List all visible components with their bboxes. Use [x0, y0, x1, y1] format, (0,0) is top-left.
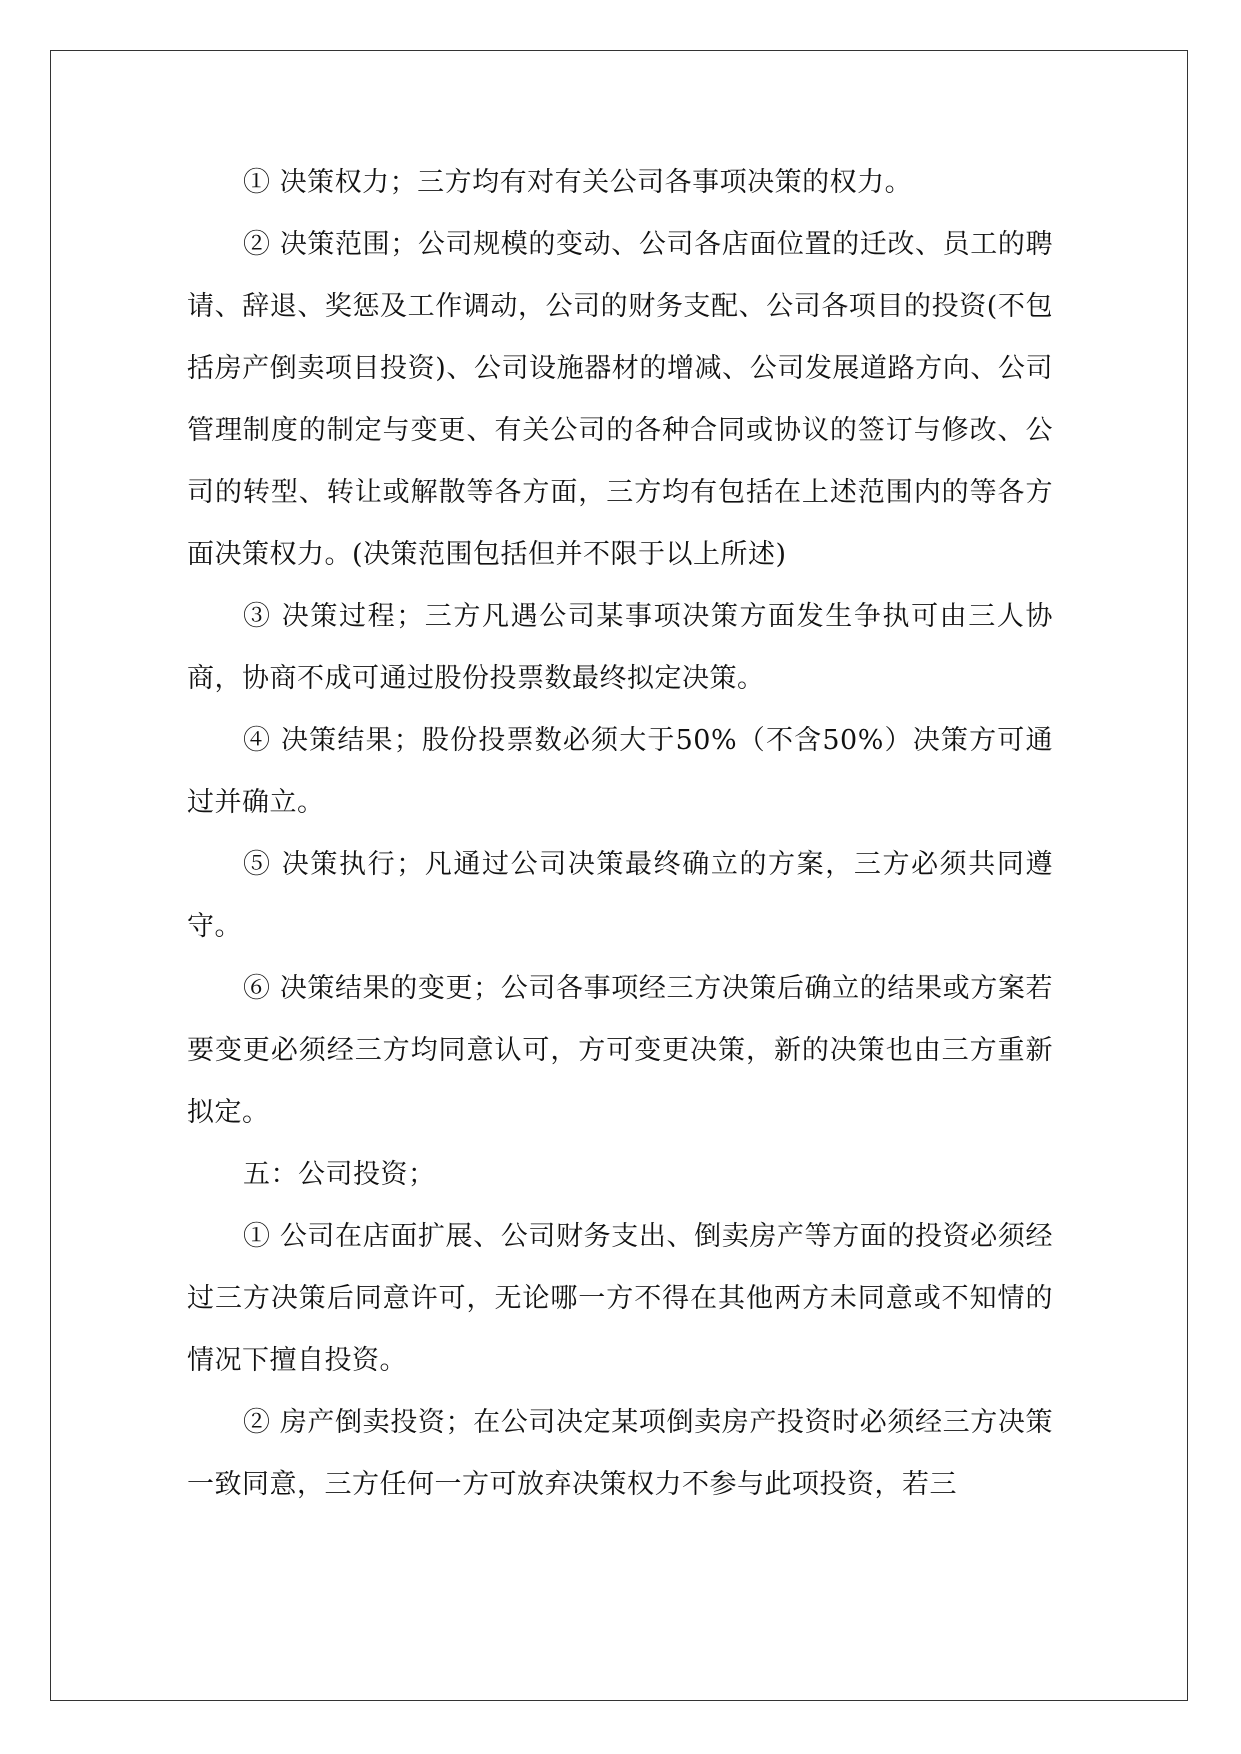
paragraph-investment-approval: ① 公司在店面扩展、公司财务支出、倒卖房产等方面的投资必须经过三方决策后同意许可，无论哪一方不得在其他两方未同意或不知情的情况下擅自投资。 — [187, 1221, 1053, 1376]
paragraph-decision-execution: ⑤ 决策执行；凡通过公司决策最终确立的方案，三方必须共同遵守。 — [187, 849, 1053, 942]
paragraph-decision-power: ① 决策权力；三方均有对有关公司各事项决策的权力。 — [243, 167, 913, 198]
document-body — [187, 152, 1053, 1516]
paragraph-decision-change: ⑥ 决策结果的变更；公司各事项经三方决策后确立的结果或方案若要变更必须经三方均同意认可，方可变更决策，新的决策也由三方重新拟定。 — [187, 973, 1053, 1128]
paragraph-decision-process: ③ 决策过程；三方凡遇公司某事项决策方面发生争执可由三人协商，协商不成可通过股份投票数最终拟定决策。 — [187, 601, 1053, 694]
paragraph-decision-scope: ② 决策范围；公司规模的变动、公司各店面位置的迁改、员工的聘请、辞退、奖惩及工作调动，公司的财务支配、公司各项目的投资(不包括房产倒卖项目投资)、公司设施器材的增减、公司发展道路方向、公司管理制度的制定与变更、有关公司的各种合同或协议的签订与修改、公司的转型、转让或解散等各方面，三方均有包括在上述范围内的等各方面决策权力。(决策范围包括但并不限于以上所述) — [187, 229, 1053, 570]
paragraph-decision-result: ④ 决策结果；股份投票数必须大于50%（不含50%）决策方可通过并确立。 — [187, 725, 1053, 818]
paragraph-property-investment: ② 房产倒卖投资；在公司决定某项倒卖房产投资时必须经三方决策一致同意，三方任何一方可放弃决策权力不参与此项投资，若三 — [187, 1407, 1053, 1500]
section-heading-company-investment: 五：公司投资； — [243, 1159, 436, 1190]
